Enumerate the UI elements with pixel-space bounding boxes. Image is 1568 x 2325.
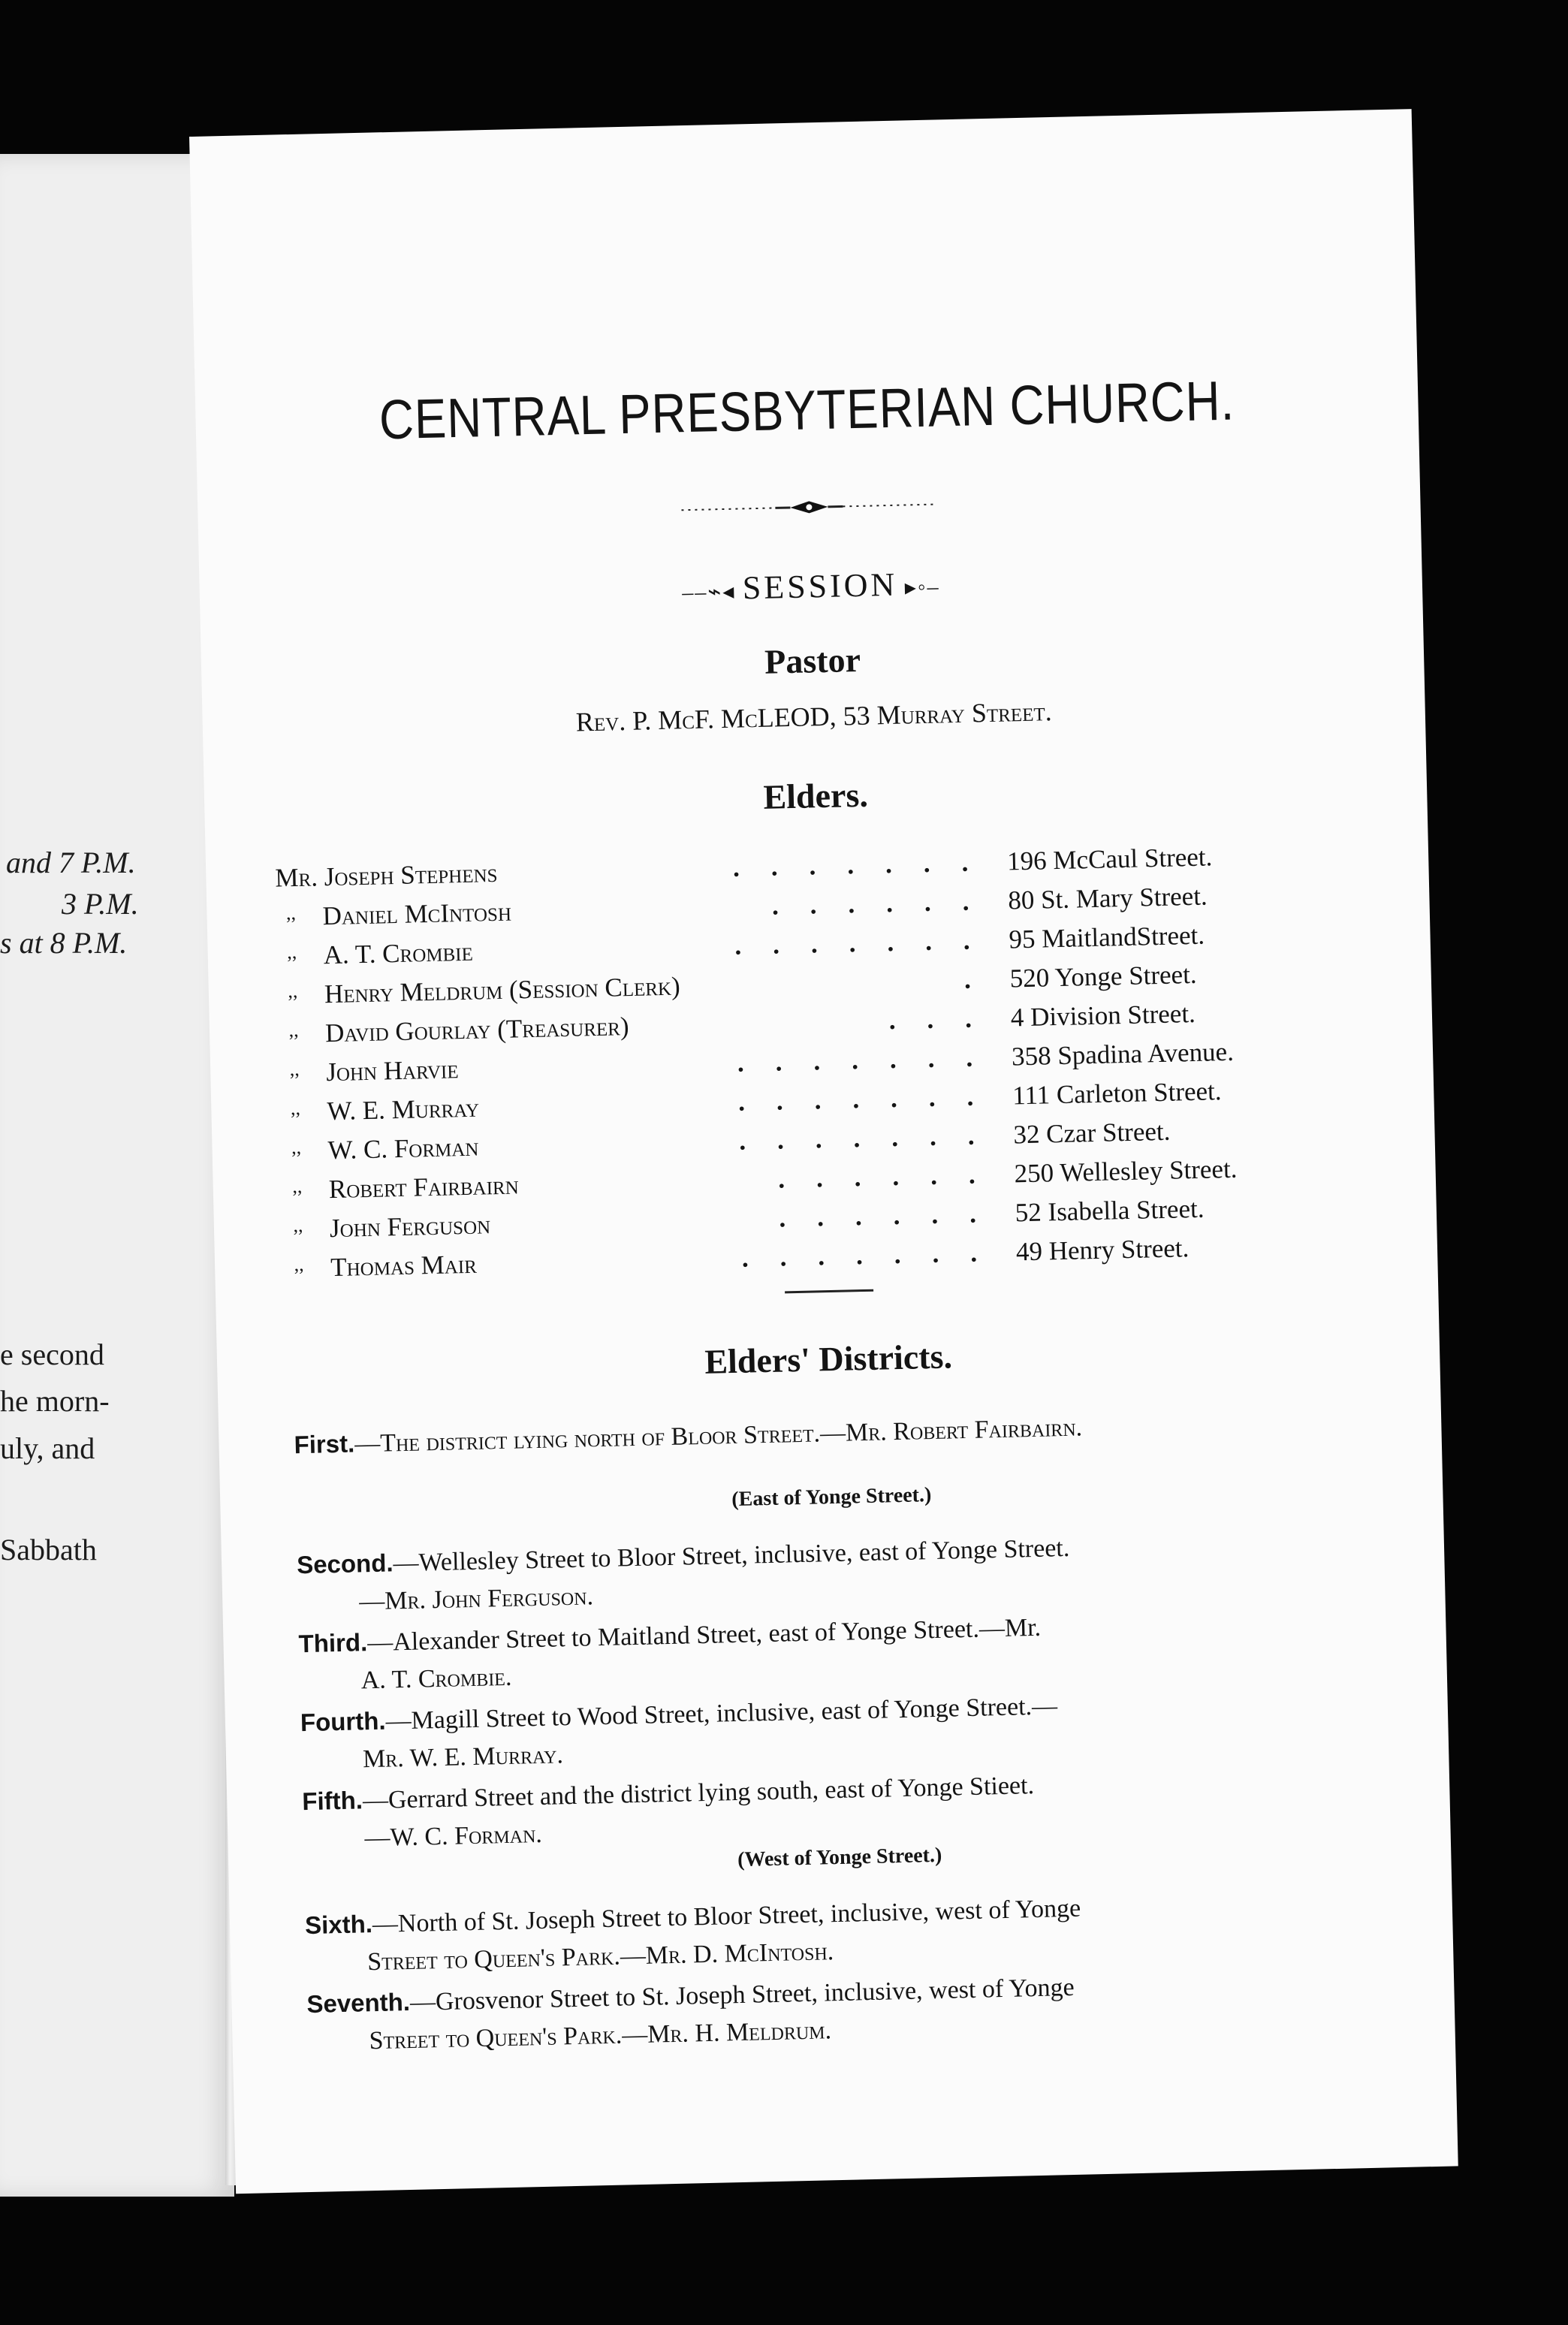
district-elder: —W. C. Forman. <box>364 1820 543 1853</box>
ditto-mark: ,, <box>289 1057 300 1081</box>
elder-name: W. E. Murray <box>327 1093 480 1126</box>
district-text: —North of St. Joseph Street to Bloor Street, inclusive, west of Yonge <box>372 1894 1081 1939</box>
leader-dots: ....... <box>734 924 1002 960</box>
ditto-mark: ,, <box>291 1175 303 1198</box>
elder-address: 196 McCaul Street. <box>1006 842 1213 876</box>
elder-name: Robert Fairbairn <box>328 1170 520 1205</box>
elder-address: 80 St. Mary Street. <box>1007 881 1208 915</box>
district-text: —Wellesley Street to Bloor Street, inclusive, east of Yonge Street. <box>393 1533 1070 1578</box>
district-elder: Mr. W. E. Murray. <box>362 1741 564 1774</box>
left-fragment: s at 8 P.M. <box>0 926 128 960</box>
district-first <box>294 1403 1316 1464</box>
left-fragment: 3 P.M. <box>62 887 139 921</box>
districts-heading: Elders' Districts. <box>704 1337 953 1381</box>
west-subheading: (West of Yonge Street.) <box>737 1843 942 1872</box>
district-elder: A. T. Crombie. <box>360 1663 512 1695</box>
flourish-divider-icon <box>198 484 1420 534</box>
pastor-line: Rev. P. McF. McLEOD, 53 Murray Street. <box>575 696 1053 737</box>
elder-name: Thomas Mair <box>330 1249 478 1283</box>
elder-name: A. T. Crombie <box>323 936 474 970</box>
elder-name: W. C. Forman <box>327 1132 479 1166</box>
elder-address: 32 Czar Street. <box>1012 1116 1171 1150</box>
ditto-mark: ,, <box>288 1019 299 1042</box>
page-title: CENTRAL PRESBYTERIAN CHURCH. <box>378 369 1235 451</box>
leader-dots: ....... <box>732 846 1000 882</box>
district-ordinal: Seventh. <box>306 1987 411 2019</box>
session-heading <box>199 553 1422 620</box>
district-elder: Street to Queen's Park.—Mr. H. Meldrum. <box>369 2016 832 2055</box>
left-fragment: and 7 P.M. <box>6 846 136 879</box>
elder-address: 52 Isabella Street. <box>1015 1193 1205 1228</box>
district-text: —Grosvenor Street to St. Joseph Street, inclusive, west of Yonge <box>409 1973 1075 2016</box>
left-fragment: Sabbath <box>0 1533 97 1567</box>
left-fragment: e second <box>0 1337 104 1371</box>
elder-address: 358 Spadina Avenue. <box>1011 1036 1235 1072</box>
left-fragment: he morn- <box>0 1384 110 1418</box>
elder-address: 250 Wellesley Street. <box>1014 1153 1238 1189</box>
district-elder: Street to Queen's Park.—Mr. D. McIntosh. <box>366 1938 834 1977</box>
right-page <box>189 109 1458 2194</box>
district-ordinal: Fifth. <box>301 1786 363 1816</box>
elder-address: 95 MaitlandStreet. <box>1009 920 1205 954</box>
session-label: SESSION <box>742 565 898 607</box>
ornament-right-icon: ▸◦– <box>897 574 940 601</box>
leader-dots: ...... <box>771 885 1001 921</box>
district-text: —The district lying north of Bloor Street.—Mr. Robert Fairbairn. <box>354 1413 1083 1458</box>
leader-dots: ...... <box>777 1159 1008 1194</box>
left-fragment: uly, and <box>0 1431 95 1465</box>
leader-dots: ....... <box>741 1237 1009 1273</box>
leader-dots: . <box>963 963 1003 994</box>
ditto-mark: ,, <box>293 1214 303 1237</box>
ditto-mark: ,, <box>286 941 297 963</box>
leader-dots: ....... <box>737 1042 1005 1078</box>
elder-address: 111 Carleton Street. <box>1012 1076 1222 1111</box>
ditto-mark: ,, <box>288 980 298 1003</box>
leader-dots: ...... <box>778 1198 1009 1233</box>
elder-address: 49 Henry Street. <box>1015 1233 1190 1267</box>
elder-name: Daniel McIntosh <box>322 897 512 931</box>
district-ordinal: First. <box>294 1429 355 1459</box>
leader-dots: ....... <box>738 1120 1006 1156</box>
elder-name: Henry Meldrum (Session Clerk) <box>324 971 681 1009</box>
elders-heading: Elders. <box>762 775 869 816</box>
district-elder: —Mr. John Ferguson. <box>358 1582 594 1616</box>
district-text: —Gerrard Street and the district lying south, east of Yonge Stieet. <box>362 1772 1035 1815</box>
pastor-heading: Pastor <box>764 640 861 681</box>
elder-name: David Gourlay (Treasurer) <box>324 1012 629 1048</box>
elder-name: John Harvie <box>325 1054 459 1087</box>
district-ordinal: Second. <box>296 1548 394 1579</box>
elder-name: John Ferguson <box>329 1210 491 1244</box>
district-text: —Alexander Street to Maitland Street, east of Yonge Street.—Mr. <box>366 1613 1042 1657</box>
district-text: —Magill Street to Wood Street, inclusive, east of Yonge Street.— <box>385 1692 1058 1735</box>
ornament-left-icon: ––⌁◂ <box>681 578 743 605</box>
district-ordinal: Fourth. <box>300 1706 386 1737</box>
ditto-mark: ,, <box>291 1135 302 1159</box>
elder-address: 520 Yonge Street. <box>1009 959 1197 994</box>
east-subheading: (East of Yonge Street.) <box>731 1483 932 1512</box>
leader-dots: ....... <box>737 1081 1006 1117</box>
section-divider <box>785 1289 873 1294</box>
leader-dots: ... <box>888 1003 1004 1036</box>
district-ordinal: Sixth. <box>304 1910 373 1940</box>
district-ordinal: Third. <box>298 1628 368 1658</box>
ditto-mark: ,, <box>290 1096 301 1120</box>
ditto-mark: ,, <box>294 1253 304 1276</box>
elder-name: Mr. Joseph Stephens <box>274 858 498 893</box>
ditto-mark: ,, <box>285 902 297 924</box>
elder-address: 4 Division Street. <box>1010 998 1196 1033</box>
